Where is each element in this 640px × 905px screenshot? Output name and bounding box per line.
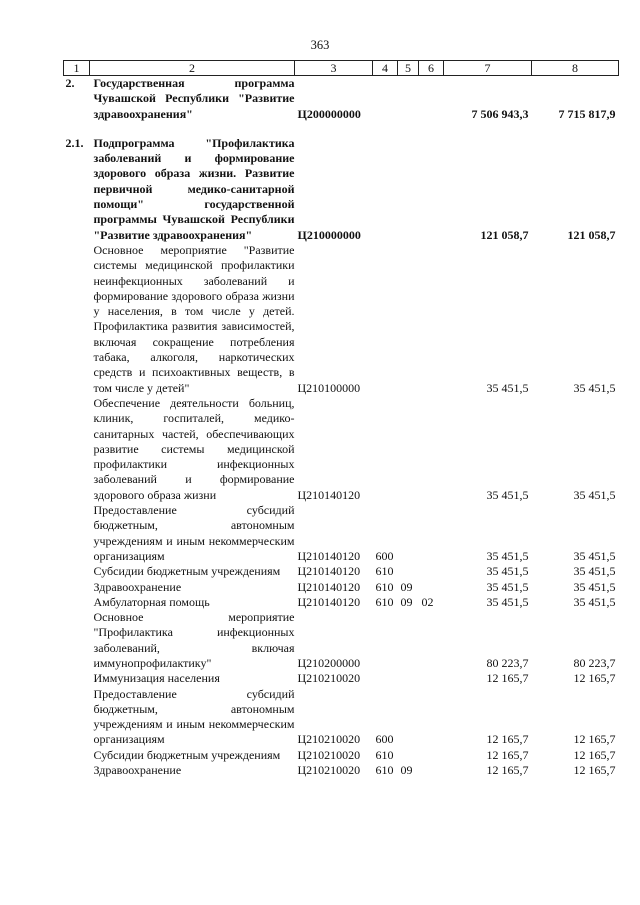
row-code: Ц210210020 (297, 671, 361, 686)
row-amount-1: 12 165,7 (486, 763, 529, 778)
row-number (64, 580, 90, 595)
header-col-1: 1 (64, 61, 90, 76)
row-amount-2: 35 451,5 (573, 548, 616, 563)
row-amount-2: 35 451,5 (573, 564, 616, 579)
row-name: Субсидии бюджетным учреждениям (93, 747, 281, 762)
row-amount-2: 12 165,7 (573, 747, 616, 762)
row-amount-1: 7 506 943,3 (471, 106, 529, 121)
row-amount-2: 35 451,5 (573, 594, 616, 609)
header-row (64, 61, 619, 76)
header-col-2: 2 (90, 61, 295, 76)
row-amount-2: 35 451,5 (573, 579, 616, 594)
row-amount-1: 35 451,5 (486, 487, 529, 502)
row-code: Ц210210020 (297, 732, 361, 747)
row-name: Иммунизация населения (93, 671, 220, 686)
row-subsection (419, 76, 444, 122)
row-code: Ц210140120 (297, 579, 361, 594)
row-code: Ц200000000 (297, 106, 361, 121)
table-body (64, 76, 619, 779)
page-number: 363 (310, 38, 330, 52)
row-expense-type: 610 (375, 763, 394, 778)
row-amount-2: 35 451,5 (573, 487, 616, 502)
row-code: Ц210000000 (297, 227, 361, 242)
row-expense-type: 610 (375, 747, 394, 762)
row-expense-type: 610 (375, 564, 394, 579)
row-code: Ц210200000 (297, 655, 361, 670)
row-expense-type: 610 (375, 579, 394, 594)
row-name: Основное мероприятие "Развитие системы медицинской профилактики неинфекционных заболеваний и формирование здорового образа жизни у населения, в том числе у детей. Профилактика развития зависимостей, включая сокращение потребления табака, алкоголя, наркотических средств и психоактивных веществ, в том числе у детей" (93, 242, 295, 395)
row-section (398, 687, 419, 748)
table-row (64, 76, 619, 122)
row-name: Здравоохранение (93, 579, 182, 594)
row-section (398, 671, 419, 686)
row-number (64, 610, 90, 671)
row-number (64, 396, 90, 503)
row-section: 09 (400, 763, 413, 778)
row-number (64, 671, 90, 686)
row-expense-type: 610 (375, 594, 394, 609)
row-expense-type: 600 (375, 732, 394, 747)
table-row (64, 503, 619, 564)
row-code: Ц210210020 (297, 747, 361, 762)
row-number: 2. (65, 76, 75, 90)
row-code: Ц210140120 (297, 594, 361, 609)
row-amount-2: 12 165,7 (573, 671, 616, 686)
table-row (64, 595, 619, 610)
row-section (398, 396, 419, 503)
row-name: Обеспечение деятельности больниц, клиник, госпиталей, медико-санитарных частей, обеспечивающих развитие системы медицинской профилактики инфекционных заболеваний и формирование здорового образа жизни (93, 395, 295, 502)
row-subsection (419, 136, 444, 243)
row-subsection (419, 243, 444, 396)
row-code: Ц210140120 (297, 548, 361, 563)
header-col-5: 5 (398, 61, 419, 76)
header-col-7: 7 (444, 61, 532, 76)
row-expense-type: 600 (375, 548, 394, 563)
budget-table (63, 60, 619, 778)
table-row (64, 580, 619, 595)
row-number (64, 503, 90, 564)
header-col-3: 3 (295, 61, 373, 76)
table-row (64, 687, 619, 748)
row-number (64, 595, 90, 610)
row-expense-type (373, 396, 398, 503)
row-name: Здравоохранение (93, 763, 182, 778)
row-amount-2: 12 165,7 (573, 763, 616, 778)
row-section (398, 564, 419, 579)
row-number (64, 763, 90, 778)
row-amount-2: 80 223,7 (573, 655, 616, 670)
row-amount-1: 35 451,5 (486, 594, 529, 609)
row-amount-1: 12 165,7 (486, 671, 529, 686)
row-amount-1: 35 451,5 (486, 548, 529, 563)
row-section: 09 (400, 594, 413, 609)
row-expense-type (373, 671, 398, 686)
spacer-row (64, 122, 619, 136)
table-row (64, 136, 619, 243)
row-subsection (419, 580, 444, 595)
row-section (398, 748, 419, 763)
row-subsection (419, 503, 444, 564)
row-code: Ц210140120 (297, 487, 361, 502)
table-row (64, 243, 619, 396)
row-number (64, 687, 90, 748)
row-amount-1: 35 451,5 (486, 579, 529, 594)
row-subsection (419, 748, 444, 763)
row-section: 09 (400, 579, 413, 594)
row-code: Ц210210020 (297, 763, 361, 778)
row-number (64, 748, 90, 763)
row-number: 2.1. (65, 135, 84, 150)
row-subsection: 02 (421, 594, 434, 609)
table-row (64, 763, 619, 778)
row-subsection (419, 763, 444, 778)
row-expense-type (373, 136, 398, 243)
row-subsection (419, 564, 444, 579)
row-section (398, 136, 419, 243)
row-amount-1: 121 058,7 (480, 227, 529, 242)
row-subsection (419, 610, 444, 671)
row-code: Ц210100000 (297, 380, 361, 395)
row-amount-1: 12 165,7 (486, 747, 529, 762)
row-name: Субсидии бюджетным учреждениям (93, 564, 281, 579)
row-section (398, 76, 419, 122)
spacer-cell (64, 122, 619, 136)
table-row (64, 748, 619, 763)
header-col-4: 4 (373, 61, 398, 76)
row-name: Государственная программа Чувашской Республики "Развитие здравоохранения" (93, 76, 295, 121)
row-name: Амбулаторная помощь (93, 594, 210, 609)
row-amount-2: 7 715 817,9 (558, 106, 616, 121)
table-row (64, 671, 619, 686)
row-expense-type (373, 610, 398, 671)
table-header (64, 61, 619, 76)
row-subsection (419, 671, 444, 686)
row-section (398, 610, 419, 671)
row-section (398, 243, 419, 396)
table-row (64, 396, 619, 503)
header-col-6: 6 (419, 61, 444, 76)
row-amount-1: 35 451,5 (486, 380, 529, 395)
row-amount-2: 35 451,5 (573, 380, 616, 395)
row-expense-type (373, 243, 398, 396)
row-section (398, 503, 419, 564)
row-amount-1: 80 223,7 (486, 655, 529, 670)
table-row (64, 610, 619, 671)
row-subsection (419, 396, 444, 503)
row-name: Предоставление субсидий бюджетным, автономным учреждениям и иным некоммерческим организациям (93, 686, 295, 747)
row-name: Основное мероприятие "Профилактика инфекционных заболеваний, включая иммунопрофилактику" (93, 610, 295, 670)
row-name: Подпрограмма "Профилактика заболеваний и формирование здорового образа жизни. Развитие первичной медико-санитарной помощи" государственной программы Чувашской Республики "Развитие здравоохранения" (93, 135, 295, 242)
row-code: Ц210140120 (297, 564, 361, 579)
table-row (64, 564, 619, 579)
row-subsection (419, 687, 444, 748)
row-name: Предоставление субсидий бюджетным, автономным учреждениям и иным некоммерческим организациям (93, 503, 295, 563)
row-amount-2: 12 165,7 (573, 732, 616, 747)
row-number (64, 564, 90, 579)
row-amount-1: 35 451,5 (486, 564, 529, 579)
row-amount-2: 121 058,7 (567, 227, 616, 242)
row-expense-type (373, 76, 398, 122)
row-number (64, 243, 90, 396)
header-col-8: 8 (532, 61, 619, 76)
row-amount-1: 12 165,7 (486, 732, 529, 747)
